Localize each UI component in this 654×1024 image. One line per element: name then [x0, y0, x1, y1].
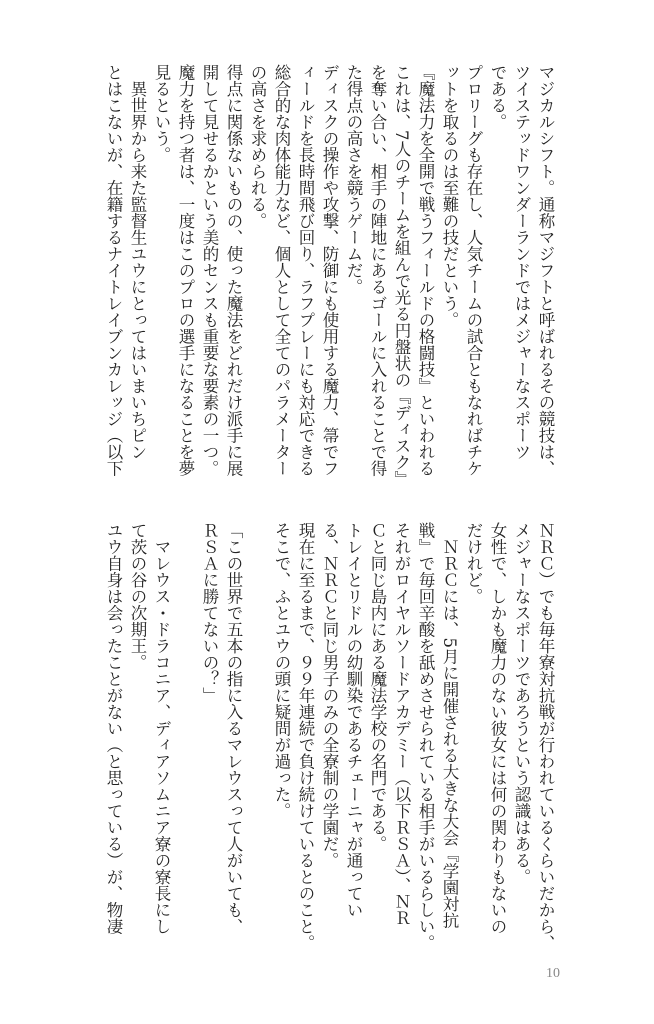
text-line: マジカルシフト。通称マジフトと呼ばれるその競技は、: [536, 64, 555, 477]
text-line: メジャーなスポーツであろうという認識はある。: [512, 522, 531, 885]
text-line: ＮＲＣには、5月に開催される大きな大会『学園対抗: [440, 522, 459, 929]
text-line: ユウ自身は会ったことがない（と思っている）が、物凄: [104, 522, 123, 935]
text-block-top: [101, 64, 557, 504]
text-line: である。: [488, 64, 507, 130]
text-line: 女性で、しかも魔力のない彼女には何の関わりもないの: [488, 522, 507, 935]
text-line: 開して見せるかという美的センスも重要な要素の一つ。: [200, 64, 219, 477]
text-line: トレイとリドルの幼馴染であるチェーニャが通ってい: [344, 522, 363, 918]
text-line: それがロイヤルソードアカデミー（以下ＲＳＡ）、ＮＲ: [392, 522, 411, 927]
text-line: ディスクの操作や攻撃、防御にも使用する魔力、箒でフ: [320, 64, 339, 477]
text-line: て茨の谷の次期王。: [128, 522, 147, 671]
text-line: 魔力を持つ者は、一度はこのプロの選手になることを夢: [176, 64, 195, 477]
page-number: 10: [546, 966, 560, 981]
text-line: ットを取るのは至難の技だという。: [440, 64, 459, 328]
text-line: 異世界から来た監督生ユウにとってはいまいちピン: [128, 64, 147, 460]
text-line: マレウス・ドラコニア、ディアソムニア寮の寮長にし: [152, 522, 171, 935]
blank-line: [173, 522, 197, 962]
text-line: ＲＳＡに勝てないの？」: [200, 522, 219, 704]
text-line: た得点の高さを競うゲームだ。: [344, 64, 363, 295]
text-line: 戦』で毎回辛酸を舐めさせられている相手がいるらしい。: [416, 522, 435, 951]
text-line: そこで、ふとユウの頭に疑問が過った。: [272, 522, 291, 819]
text-line: 『魔法力を全開で戦うフィールドの格闘技』といわれる: [416, 64, 435, 477]
text-line: を奪い合い、相手の陣地にあるゴールに入れることで得: [368, 64, 387, 477]
text-line: これは、7人のチームを組んで光る円盤状の『ディスク』: [392, 64, 411, 487]
text-line: の高さを求められる。: [248, 64, 267, 229]
text-line: ＮＲＣ）でも毎年寮対抗戦が行われているくらいだから、: [536, 522, 555, 951]
text-line: 見るという。: [152, 64, 171, 163]
text-line: る、ＮＲＣと同じ男子のみの全寮制の学園だ。: [320, 522, 339, 869]
text-line: 総合的な肉体能力など、個人として全てのパラメーター: [272, 64, 291, 477]
text-line: だけれど。: [464, 522, 483, 605]
text-block-bottom: [101, 522, 557, 962]
text-line: プロリーグも存在し、人気チームの試合ともなればチケ: [464, 64, 483, 477]
text-line: 得点に関係ないものの、使った魔法をどれだけ派手に展: [224, 64, 243, 477]
text-line: とはこないが、在籍するナイトレイブンカレッジ（以下: [104, 64, 123, 477]
text-line: 「この世界で五本の指に入るマレウスって人がいても、: [224, 522, 243, 935]
text-line: ツイステッドワンダーランドではメジャーなスポーツ: [512, 64, 531, 460]
text-line: Ｃと同じ島内にある魔法学校の名門である。: [368, 522, 387, 852]
text-line: 現在に至るまで、９９年連続で負け続けているとのこと。: [296, 522, 315, 951]
text-line: ィールドを長時間飛び回り、ラフプレーにも対応できる: [296, 64, 315, 477]
blank-line: [245, 522, 269, 962]
